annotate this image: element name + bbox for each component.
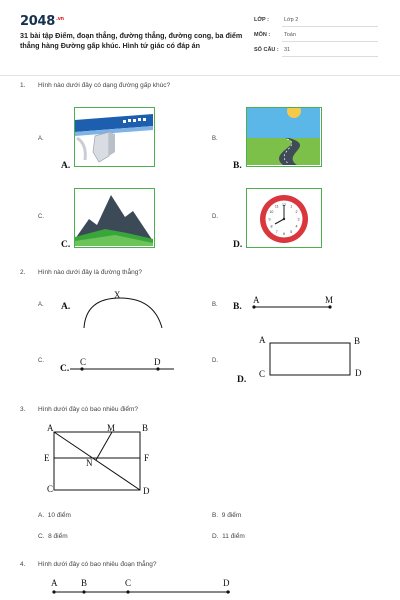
curve-figure[interactable]	[80, 290, 170, 330]
bridge-icon	[75, 108, 153, 165]
clock-number: 2	[295, 210, 298, 215]
clock-number: 8	[270, 224, 273, 229]
answer-letter: B.	[212, 512, 219, 519]
clock-number: 11	[274, 204, 279, 209]
point-label: A	[47, 423, 54, 433]
answer-d[interactable]	[212, 533, 245, 540]
point-label: N	[86, 458, 93, 468]
segment-figure[interactable]	[250, 304, 335, 310]
point-label: B	[354, 336, 361, 346]
point-label: D	[355, 368, 362, 378]
segments-figure[interactable]	[50, 589, 235, 595]
answer-text: 11 điểm	[222, 533, 245, 540]
mountain-icon	[75, 189, 153, 246]
worksheet-title: 31 bài tập Điểm, đoạn thẳng, đường thẳng, đường cong, ba điểm thẳng hàng Đường gấp khúc. Hình tứ giác có đáp án	[20, 31, 243, 50]
point-label: C	[80, 357, 87, 367]
clock-number: 9	[268, 217, 271, 222]
meta-divider	[282, 56, 378, 57]
option-caption: B.	[233, 161, 242, 171]
point-label: A	[253, 295, 260, 305]
count-value: 31	[284, 47, 291, 53]
point-label: C	[47, 484, 54, 494]
option-letter: D.	[212, 214, 218, 220]
clock-number: 12	[282, 202, 286, 207]
point-label: D	[154, 357, 161, 367]
straight-line-figure[interactable]	[70, 366, 174, 372]
option-caption: A.	[61, 161, 71, 171]
meta-divider	[282, 41, 378, 42]
logo-tld: .vn	[55, 15, 64, 22]
answer-letter: C.	[38, 533, 45, 540]
subject-value: Toán	[284, 32, 296, 38]
clock-number: 6	[283, 231, 285, 236]
point-label: B	[81, 578, 88, 588]
option-caption: D.	[233, 240, 243, 250]
answer-letter: D.	[212, 533, 219, 540]
meta-divider	[282, 26, 378, 27]
answer-text: 8 điểm	[48, 533, 68, 540]
class-label: LỚP :	[254, 17, 269, 23]
class-value: Lớp 2	[284, 17, 299, 23]
clock-icon	[247, 189, 320, 246]
question-text: Hình dưới đây có bao nhiêu đoạn thẳng?	[38, 561, 157, 568]
point-label: F	[144, 453, 150, 463]
point-label: M	[325, 295, 334, 305]
question-text: Hình nào dưới đây là đường thẳng?	[38, 269, 142, 276]
point-label: D	[223, 578, 230, 588]
option-b-image[interactable]	[246, 107, 322, 167]
point-label: A	[51, 578, 58, 588]
option-letter: B.	[212, 136, 218, 142]
question-number: 4.	[20, 561, 26, 568]
option-caption: C.	[60, 364, 70, 374]
clock-number: 1	[290, 204, 293, 209]
point-label: B	[142, 423, 149, 433]
option-caption: B.	[233, 302, 242, 312]
option-caption: A.	[61, 302, 71, 312]
option-c-image[interactable]	[74, 188, 155, 248]
answer-text: 10 điểm	[47, 512, 71, 519]
point-label: M	[107, 423, 116, 433]
clock-number: 5	[290, 229, 293, 234]
option-letter: C.	[38, 214, 44, 220]
question-text: Hình dưới đây có bao nhiêu điểm?	[38, 406, 139, 413]
answer-b[interactable]	[212, 512, 241, 519]
count-label: SỐ CÂU :	[254, 47, 279, 53]
option-a-image[interactable]	[74, 107, 155, 167]
clock-number: 3	[297, 217, 300, 222]
option-letter: C.	[38, 358, 44, 364]
site-logo[interactable]	[20, 14, 64, 29]
clock-number: 7	[275, 229, 278, 234]
option-letter: A.	[38, 136, 44, 142]
clock-number: 10	[269, 210, 274, 215]
point-label: E	[44, 453, 50, 463]
answer-text: 9 điểm	[221, 512, 242, 519]
point-label: C	[259, 369, 266, 379]
answer-a[interactable]	[38, 512, 71, 519]
point-label: C	[125, 578, 132, 588]
point-label: D	[143, 486, 150, 496]
point-label: A	[259, 335, 266, 345]
subject-label: MÔN :	[254, 32, 271, 38]
question-text: Hình nào dưới đây có dạng đường gấp khúc?	[38, 82, 171, 89]
answer-letter: A.	[38, 512, 45, 519]
point-label: X	[114, 290, 121, 300]
option-letter: D.	[212, 358, 218, 364]
option-d-image[interactable]	[246, 188, 322, 248]
rectangle-figure[interactable]	[268, 341, 352, 377]
header-divider	[0, 75, 400, 76]
option-caption: D.	[237, 375, 247, 385]
answer-c[interactable]	[38, 533, 68, 540]
option-caption: C.	[61, 240, 71, 250]
question-number: 3.	[20, 406, 26, 413]
road-icon	[247, 108, 320, 165]
question-number: 1.	[20, 82, 26, 89]
question-number: 2.	[20, 269, 26, 276]
logo-text: 2048	[20, 14, 55, 29]
option-letter: A.	[38, 302, 44, 308]
clock-number: 4	[295, 224, 298, 229]
option-letter: B.	[212, 302, 218, 308]
